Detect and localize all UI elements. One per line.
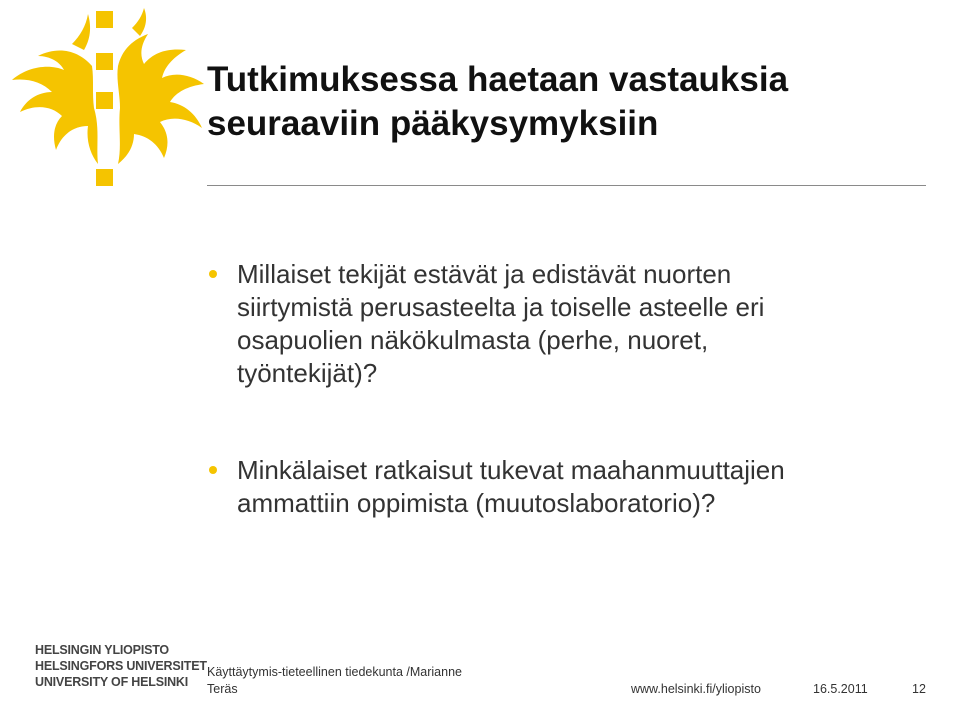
bullet-line: Minkälaiset ratkaisut tukevat maahanmuuttajien	[237, 455, 785, 485]
footer-page-number: 12	[912, 682, 926, 696]
slide-title-line: seuraaviin pääkysymyksiin	[207, 104, 659, 143]
bullet-dot-icon	[209, 466, 217, 474]
university-flame-logo-icon	[8, 8, 208, 193]
university-name-swedish: HELSINGFORS UNIVERSITET	[35, 659, 207, 673]
bullet-line: siirtymistä perusasteelta ja toiselle asteelle eri	[237, 292, 765, 322]
bullet-dot-icon	[209, 270, 217, 278]
footer-faculty-line: Käyttäytymis-tieteellinen tiedekunta /Marianne	[207, 665, 462, 679]
footer-url: www.helsinki.fi/yliopisto	[631, 682, 761, 696]
bullet-item	[207, 454, 927, 520]
bullet-line: Millaiset tekijät estävät ja edistävät nuorten	[237, 259, 732, 289]
bullet-line: työntekijät)?	[237, 358, 378, 388]
bullet-list	[207, 258, 927, 520]
footer-faculty-line: Teräs	[207, 682, 238, 696]
title-divider	[207, 185, 926, 186]
university-name-finnish: HELSINGIN YLIOPISTO	[35, 643, 169, 657]
bullet-item	[207, 258, 927, 390]
bullet-line: osapuolien näkökulmasta (perhe, nuoret,	[237, 325, 709, 355]
slide-title	[207, 58, 927, 146]
university-name-english: UNIVERSITY OF HELSINKI	[35, 675, 189, 689]
slide-title-line: Tutkimuksessa haetaan vastauksia	[207, 60, 789, 99]
footer-faculty	[207, 664, 467, 698]
university-wordmark	[35, 642, 207, 690]
bullet-line: ammattiin oppimista (muutoslaboratorio)?	[237, 488, 716, 518]
footer-date: 16.5.2011	[813, 682, 868, 696]
